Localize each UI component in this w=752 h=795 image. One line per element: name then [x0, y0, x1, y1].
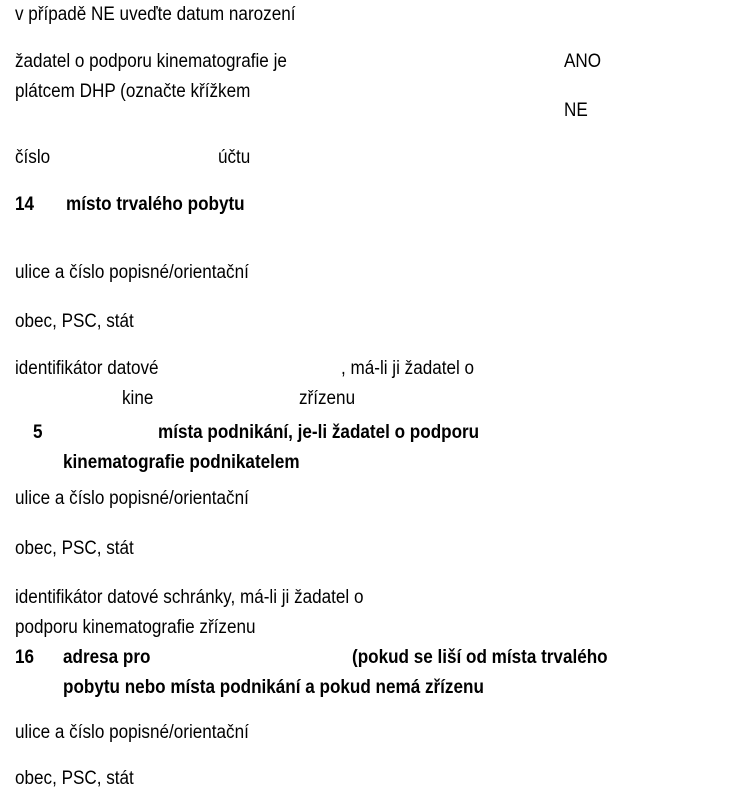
option-no[interactable]: NE	[564, 100, 588, 121]
section-15-title-line1: místa podnikání, je-li žadatel o podporu	[158, 422, 480, 443]
section-16-title-a: adresa pro	[63, 647, 151, 668]
section-14-databox-label-c: kine	[122, 388, 154, 409]
section-16-number: 16	[15, 647, 35, 668]
section-15-databox-label-line1: identifikátor datové schránky, má-li ji žadatel o	[15, 587, 364, 608]
section-15-databox-label-line2: podporu kinematografie zřízenu	[15, 617, 256, 638]
section-14-databox-label-b: , má-li ji žadatel o	[341, 358, 475, 379]
section-14-number: 14	[15, 194, 35, 215]
account-label-word1: číslo	[15, 147, 51, 168]
section-14-title: místo trvalého pobytu	[66, 194, 245, 215]
section-16-street-label: ulice a číslo popisné/orientační	[15, 722, 249, 743]
option-yes[interactable]: ANO	[564, 51, 602, 72]
section-16-city-label: obec, PSC, stát	[15, 768, 134, 789]
section-14-databox-label-a: identifikátor datové	[15, 358, 159, 379]
section-14-street-label: ulice a číslo popisné/orientační	[15, 262, 249, 283]
section-15-number: 5	[33, 422, 43, 443]
account-label-word2: účtu	[218, 147, 251, 168]
section-15-city-label: obec, PSC, stát	[15, 538, 134, 559]
section-15-title-line2: kinematografie podnikatelem	[63, 452, 300, 473]
vat-payer-label-line1: žadatel o podporu kinematografie je	[15, 51, 287, 72]
birth-date-note: v případě NE uveďte datum narození	[15, 4, 296, 25]
section-15-street-label: ulice a číslo popisné/orientační	[15, 488, 249, 509]
section-16-title-b: (pokud se liší od místa trvalého	[352, 647, 608, 668]
vat-payer-label-line2: plátcem DHP (označte křížkem	[15, 81, 251, 102]
section-14-city-label: obec, PSC, stát	[15, 311, 134, 332]
section-16-title-line2: pobytu nebo místa podnikání a pokud nemá zřízenu	[63, 677, 484, 698]
section-14-databox-label-d: zřízenu	[299, 388, 356, 409]
